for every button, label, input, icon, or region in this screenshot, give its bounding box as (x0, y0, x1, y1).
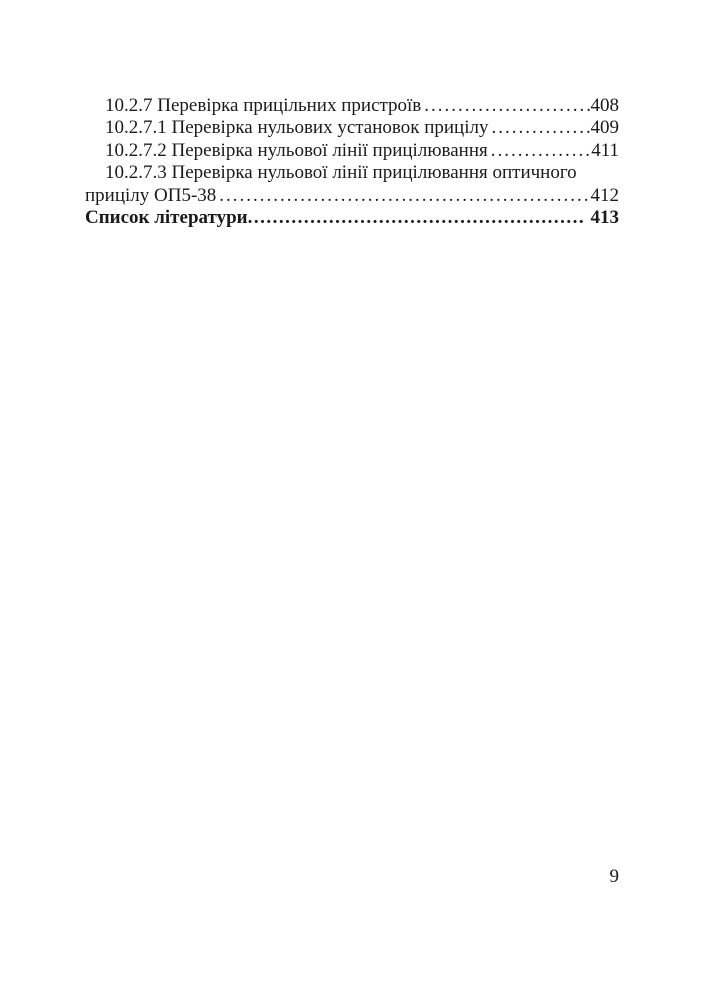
toc-entry-page: 412 (590, 184, 619, 206)
dot-leader (491, 140, 591, 162)
table-of-contents (85, 95, 619, 229)
toc-entry-title: прицілу ОП5-38 (85, 184, 217, 206)
dot-leader (219, 185, 590, 207)
toc-entry (85, 95, 619, 117)
toc-entry-page: 413 (590, 207, 619, 229)
toc-entry-page: 408 (590, 95, 619, 116)
toc-entry-title: 10.2.7 Перевірка прицільних пристроїв (105, 95, 422, 116)
toc-entry-page: 409 (590, 117, 619, 139)
toc-entry-title: Список літератури (85, 207, 248, 229)
toc-entry (85, 117, 619, 139)
toc-entry-title: 10.2.7.2 Перевірка нульової лінії прицілювання (105, 139, 488, 161)
toc-entry-wrapped-first-line (85, 162, 619, 184)
toc-entry-wrapped-second-line (85, 185, 619, 207)
toc-entry-bibliography (85, 207, 619, 229)
dot-leader (248, 207, 586, 229)
toc-entry-page: 411 (591, 139, 619, 161)
page-number: 9 (609, 866, 619, 887)
toc-entry-title: 10.2.7.1 Перевірка нульових установок прицілу (105, 117, 489, 139)
dot-leader (424, 95, 590, 117)
dot-leader (492, 117, 591, 139)
toc-entry (85, 140, 619, 162)
toc-entry-title: 10.2.7.3 Перевірка нульової лінії прицілювання оптичного (105, 162, 577, 184)
